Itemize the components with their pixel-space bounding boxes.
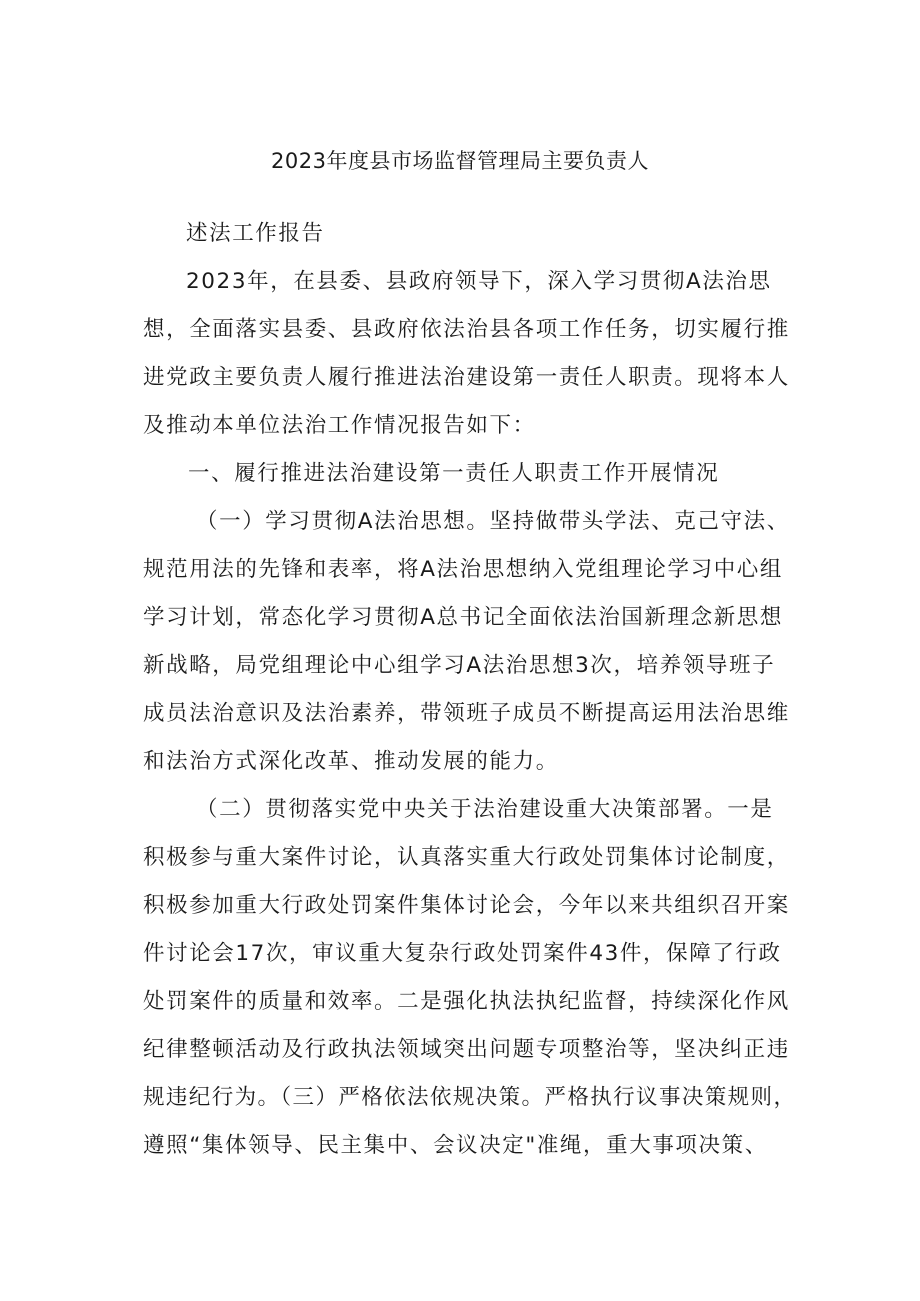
paragraph-line: 处罚案件的质量和效率。二是强化执法执纪监督，持续深化作风 <box>143 989 790 1014</box>
paragraph-line: （一）学习贯彻A法治思想。坚持做带头学法、克己守法、 <box>196 509 790 534</box>
paragraph-line: 及推动本单位法治工作情况报告如下： <box>143 413 536 438</box>
section-heading: 一、履行推进法治建设第一责任人职责工作开展情况 <box>188 461 720 486</box>
document-title: 2023年度县市场监督管理局主要负责人 <box>271 149 649 173</box>
paragraph-line: （二）贯彻落实党中央关于法治建设重大决策部署。一是 <box>196 797 774 822</box>
paragraph-line: 成员法治意识及法治素养，带领班子成员不断提高运用法治思维 <box>143 701 790 726</box>
paragraph-line: 规违纪行为。（三）严格依法依规决策。严格执行议事决策规则， <box>143 1085 797 1110</box>
paragraph-line: 件讨论会17次，审议重大复杂行政处罚案件43件，保障了行政 <box>143 941 782 966</box>
paragraph-line: 新战略，局党组理论中心组学习A法治思想3次，培养领导班子 <box>143 653 776 678</box>
paragraph-line: 积极参与重大案件讨论，认真落实重大行政处罚集体讨论制度， <box>143 845 790 870</box>
paragraph-line: 和法治方式深化改革、推动发展的能力。 <box>143 749 559 774</box>
report-subtitle: 述法工作报告 <box>186 221 325 246</box>
paragraph-line: 规范用法的先锋和表率，将A法治思想纳入党组理论学习中心组 <box>143 557 784 582</box>
paragraph-line: 积极参加重大行政处罚案件集体讨论会，今年以来共组织召开案 <box>143 893 790 918</box>
paragraph-line: 遵照“集体领导、民主集中、会议决定"准绳，重大事项决策、 <box>143 1133 768 1158</box>
paragraph-line: 想，全面落实县委、县政府依法治县各项工作任务，切实履行推 <box>143 317 790 342</box>
paragraph-line: 2023年，在县委、县政府领导下，深入学习贯彻A法治思 <box>186 269 772 294</box>
paragraph-line: 学习计划，常态化学习贯彻A总书记全面依法治国新理念新思想 <box>143 605 784 630</box>
paragraph-line: 进党政主要负责人履行推进法治建设第一责任人职责。现将本人 <box>143 365 790 390</box>
paragraph-line: 纪律整顿活动及行政执法领域突出问题专项整治等，坚决纠正违 <box>143 1037 790 1062</box>
